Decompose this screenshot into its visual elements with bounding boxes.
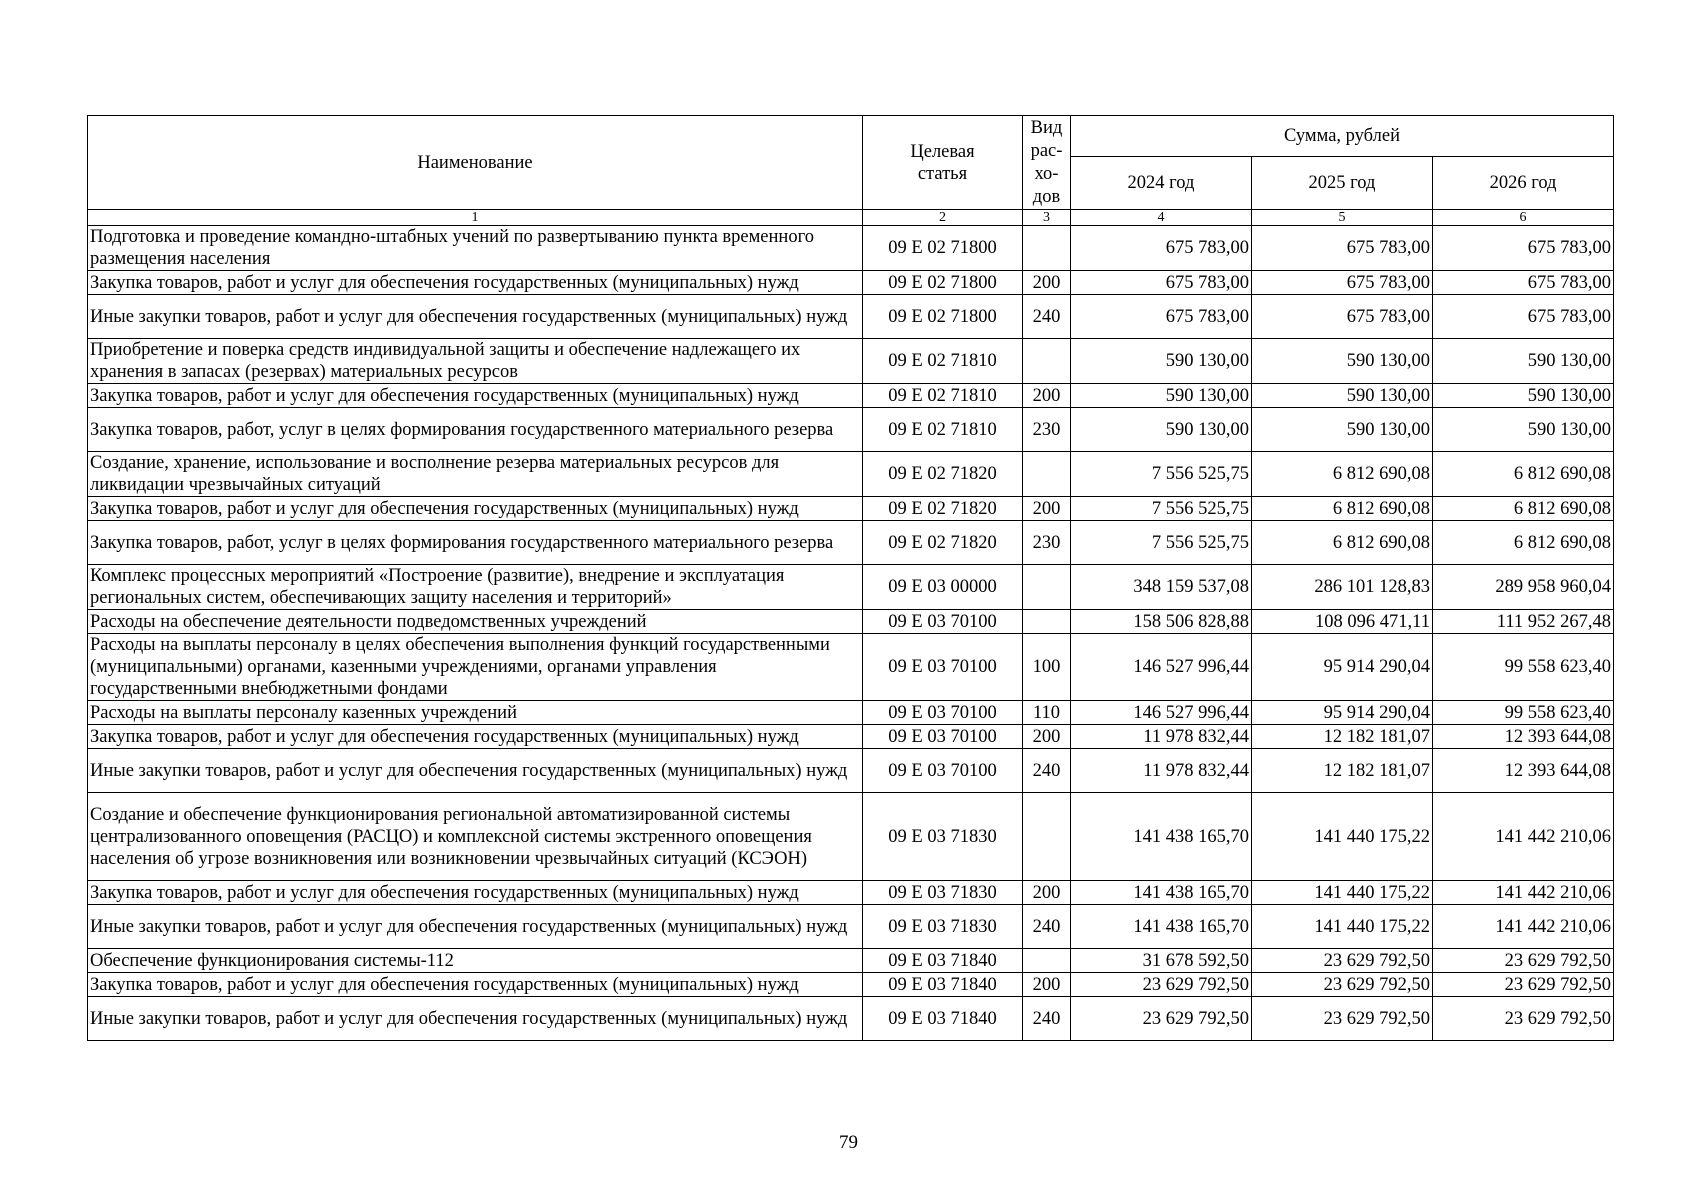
- header-article: [863, 116, 1023, 210]
- row-sum-2025: 108 096 471,11: [1252, 610, 1433, 634]
- row-sum-2025: 675 783,00: [1252, 271, 1433, 295]
- table-row: [88, 949, 1614, 973]
- table-row: [88, 881, 1614, 905]
- row-sum-2026: 590 130,00: [1433, 408, 1614, 452]
- row-sum-2026: 141 442 210,06: [1433, 905, 1614, 949]
- row-name: Приобретение и поверка средств индивидуальной защиты и обеспечение надлежащего их хранения в запасах (резервах) материальных ресурсов: [88, 339, 863, 384]
- row-sum-2026: 12 393 644,08: [1433, 725, 1614, 749]
- column-number: 1: [88, 210, 863, 226]
- row-sum-2026: 590 130,00: [1433, 339, 1614, 384]
- row-target-article: 09 Е 03 70100: [863, 701, 1023, 725]
- row-expense-type: 200: [1023, 881, 1071, 905]
- row-expense-type: [1023, 793, 1071, 881]
- row-name: Обеспечение функционирования системы-112: [88, 949, 863, 973]
- row-target-article: 09 Е 02 71800: [863, 271, 1023, 295]
- column-number: 6: [1433, 210, 1614, 226]
- header-type-line3: хо-: [1034, 163, 1059, 184]
- row-name: Закупка товаров, работ и услуг для обеспечения государственных (муниципальных) нужд: [88, 497, 863, 521]
- row-sum-2024: 7 556 525,75: [1071, 521, 1252, 565]
- row-sum-2026: 6 812 690,08: [1433, 452, 1614, 497]
- row-sum-2025: 95 914 290,04: [1252, 701, 1433, 725]
- row-sum-2024: 11 978 832,44: [1071, 749, 1252, 793]
- row-sum-2024: 7 556 525,75: [1071, 497, 1252, 521]
- row-sum-2025: 95 914 290,04: [1252, 634, 1433, 701]
- row-sum-2025: 675 783,00: [1252, 295, 1433, 339]
- page-number: 79: [839, 1132, 858, 1153]
- row-target-article: 09 Е 02 71820: [863, 452, 1023, 497]
- row-name: Иные закупки товаров, работ и услуг для обеспечения государственных (муниципальных) нужд: [88, 295, 863, 339]
- row-name: Закупка товаров, работ и услуг для обеспечения государственных (муниципальных) нужд: [88, 973, 863, 997]
- row-target-article: 09 Е 03 71830: [863, 905, 1023, 949]
- table-row: [88, 610, 1614, 634]
- row-sum-2024: 141 438 165,70: [1071, 793, 1252, 881]
- row-sum-2024: 23 629 792,50: [1071, 973, 1252, 997]
- row-expense-type: [1023, 610, 1071, 634]
- row-sum-2024: 590 130,00: [1071, 339, 1252, 384]
- row-target-article: 09 Е 03 71840: [863, 949, 1023, 973]
- row-name: Расходы на выплаты персоналу в целях обеспечения выполнения функций государственными (муниципальными) органами, казенными учреждениями, органами управления государственными внебюджетными фондами: [88, 634, 863, 701]
- header-year-2024: 2024 год: [1071, 157, 1252, 210]
- row-sum-2024: 23 629 792,50: [1071, 997, 1252, 1041]
- row-sum-2026: 111 952 267,48: [1433, 610, 1614, 634]
- row-sum-2026: 6 812 690,08: [1433, 497, 1614, 521]
- table-row: [88, 749, 1614, 793]
- header-sum: Сумма, рублей: [1071, 116, 1614, 157]
- row-sum-2024: 11 978 832,44: [1071, 725, 1252, 749]
- row-expense-type: [1023, 226, 1071, 271]
- row-target-article: 09 Е 03 00000: [863, 565, 1023, 610]
- row-expense-type: 240: [1023, 749, 1071, 793]
- table-row: [88, 701, 1614, 725]
- table-row: [88, 226, 1614, 271]
- column-number-row: [88, 210, 1614, 226]
- table-row: [88, 408, 1614, 452]
- row-sum-2026: 141 442 210,06: [1433, 881, 1614, 905]
- row-name: Закупка товаров, работ и услуг для обеспечения государственных (муниципальных) нужд: [88, 271, 863, 295]
- row-sum-2026: 12 393 644,08: [1433, 749, 1614, 793]
- row-sum-2025: 141 440 175,22: [1252, 905, 1433, 949]
- row-sum-2024: 675 783,00: [1071, 226, 1252, 271]
- row-sum-2024: 590 130,00: [1071, 408, 1252, 452]
- column-number: 5: [1252, 210, 1433, 226]
- row-target-article: 09 Е 02 71800: [863, 226, 1023, 271]
- row-sum-2026: 23 629 792,50: [1433, 997, 1614, 1041]
- row-expense-type: 200: [1023, 973, 1071, 997]
- row-name: Иные закупки товаров, работ и услуг для обеспечения государственных (муниципальных) нужд: [88, 749, 863, 793]
- row-sum-2026: 23 629 792,50: [1433, 973, 1614, 997]
- row-name: Создание и обеспечение функционирования региональной автоматизированной системы централизованного оповещения (РАСЦО) и комплексной системы экстренного оповещения населения об угрозе возникновения или возникновении чрезвычайных ситуаций (КСЭОН): [88, 793, 863, 881]
- row-sum-2025: 590 130,00: [1252, 339, 1433, 384]
- row-sum-2024: 158 506 828,88: [1071, 610, 1252, 634]
- row-sum-2026: 675 783,00: [1433, 271, 1614, 295]
- table-row: [88, 997, 1614, 1041]
- row-sum-2024: 348 159 537,08: [1071, 565, 1252, 610]
- row-sum-2024: 7 556 525,75: [1071, 452, 1252, 497]
- row-sum-2026: 99 558 623,40: [1433, 634, 1614, 701]
- header-type-line4: дов: [1032, 186, 1061, 207]
- row-name: Создание, хранение, использование и восполнение резерва материальных ресурсов для ликвидации чрезвычайных ситуаций: [88, 452, 863, 497]
- row-expense-type: 200: [1023, 725, 1071, 749]
- header-type: [1023, 116, 1071, 210]
- header-year-2025: 2025 год: [1252, 157, 1433, 210]
- row-expense-type: 240: [1023, 997, 1071, 1041]
- row-target-article: 09 Е 02 71820: [863, 497, 1023, 521]
- table-row: [88, 793, 1614, 881]
- row-target-article: 09 Е 02 71810: [863, 408, 1023, 452]
- row-target-article: 09 Е 03 71830: [863, 881, 1023, 905]
- table-row: [88, 384, 1614, 408]
- budget-table: [87, 115, 1614, 1041]
- row-sum-2025: 23 629 792,50: [1252, 949, 1433, 973]
- table-row: [88, 271, 1614, 295]
- row-target-article: 09 Е 03 70100: [863, 634, 1023, 701]
- row-sum-2025: 286 101 128,83: [1252, 565, 1433, 610]
- row-sum-2024: 590 130,00: [1071, 384, 1252, 408]
- table-row: [88, 452, 1614, 497]
- row-target-article: 09 Е 02 71820: [863, 521, 1023, 565]
- row-expense-type: [1023, 339, 1071, 384]
- row-target-article: 09 Е 03 70100: [863, 610, 1023, 634]
- table-body: [88, 226, 1614, 1041]
- row-sum-2025: 23 629 792,50: [1252, 997, 1433, 1041]
- header-year-2026: 2026 год: [1433, 157, 1614, 210]
- row-sum-2025: 23 629 792,50: [1252, 973, 1433, 997]
- header-article-line1: Целевая: [910, 141, 975, 162]
- row-expense-type: 230: [1023, 408, 1071, 452]
- row-sum-2025: 6 812 690,08: [1252, 497, 1433, 521]
- row-name: Закупка товаров, работ, услуг в целях формирования государственного материального резерва: [88, 408, 863, 452]
- table-row: [88, 905, 1614, 949]
- row-target-article: 09 Е 03 71830: [863, 793, 1023, 881]
- table-row: [88, 973, 1614, 997]
- row-expense-type: 240: [1023, 295, 1071, 339]
- row-name: Закупка товаров, работ и услуг для обеспечения государственных (муниципальных) нужд: [88, 881, 863, 905]
- row-expense-type: 230: [1023, 521, 1071, 565]
- row-target-article: 09 Е 03 70100: [863, 725, 1023, 749]
- row-sum-2025: 12 182 181,07: [1252, 749, 1433, 793]
- row-expense-type: [1023, 565, 1071, 610]
- row-sum-2024: 146 527 996,44: [1071, 634, 1252, 701]
- row-expense-type: 200: [1023, 384, 1071, 408]
- row-sum-2025: 141 440 175,22: [1252, 881, 1433, 905]
- row-expense-type: 200: [1023, 271, 1071, 295]
- row-expense-type: 100: [1023, 634, 1071, 701]
- row-target-article: 09 Е 03 70100: [863, 749, 1023, 793]
- row-expense-type: 110: [1023, 701, 1071, 725]
- row-name: Закупка товаров, работ и услуг для обеспечения государственных (муниципальных) нужд: [88, 725, 863, 749]
- row-sum-2025: 6 812 690,08: [1252, 521, 1433, 565]
- row-sum-2025: 590 130,00: [1252, 408, 1433, 452]
- row-name: Закупка товаров, работ, услуг в целях формирования государственного материального резерва: [88, 521, 863, 565]
- row-expense-type: 240: [1023, 905, 1071, 949]
- row-expense-type: [1023, 452, 1071, 497]
- row-sum-2025: 675 783,00: [1252, 226, 1433, 271]
- table-row: [88, 497, 1614, 521]
- row-sum-2025: 141 440 175,22: [1252, 793, 1433, 881]
- row-sum-2026: 141 442 210,06: [1433, 793, 1614, 881]
- table-row: [88, 565, 1614, 610]
- row-expense-type: 200: [1023, 497, 1071, 521]
- header-type-line2: рас-: [1030, 140, 1063, 161]
- table-row: [88, 634, 1614, 701]
- row-target-article: 09 Е 02 71810: [863, 339, 1023, 384]
- row-sum-2024: 31 678 592,50: [1071, 949, 1252, 973]
- header-name: Наименование: [88, 116, 863, 210]
- column-number: 3: [1023, 210, 1071, 226]
- row-sum-2024: 675 783,00: [1071, 295, 1252, 339]
- header-type-line1: Вид: [1030, 117, 1063, 138]
- row-sum-2026: 289 958 960,04: [1433, 565, 1614, 610]
- row-target-article: 09 Е 02 71810: [863, 384, 1023, 408]
- row-name: Иные закупки товаров, работ и услуг для обеспечения государственных (муниципальных) нужд: [88, 905, 863, 949]
- row-name: Расходы на выплаты персоналу казенных учреждений: [88, 701, 863, 725]
- table-header: [88, 116, 1614, 226]
- row-name: Расходы на обеспечение деятельности подведомственных учреждений: [88, 610, 863, 634]
- row-sum-2024: 146 527 996,44: [1071, 701, 1252, 725]
- row-sum-2025: 12 182 181,07: [1252, 725, 1433, 749]
- row-sum-2026: 675 783,00: [1433, 226, 1614, 271]
- column-number: 2: [863, 210, 1023, 226]
- row-expense-type: [1023, 949, 1071, 973]
- row-sum-2026: 23 629 792,50: [1433, 949, 1614, 973]
- row-target-article: 09 Е 03 71840: [863, 973, 1023, 997]
- row-sum-2026: 590 130,00: [1433, 384, 1614, 408]
- row-name: Подготовка и проведение командно-штабных учений по развертыванию пункта временного размещения населения: [88, 226, 863, 271]
- row-sum-2024: 675 783,00: [1071, 271, 1252, 295]
- row-sum-2025: 6 812 690,08: [1252, 452, 1433, 497]
- table-row: [88, 295, 1614, 339]
- table-row: [88, 521, 1614, 565]
- row-name: Комплекс процессных мероприятий «Построение (развитие), внедрение и эксплуатация региональных систем, обеспечивающих защиту населения и территорий»: [88, 565, 863, 610]
- row-name: Иные закупки товаров, работ и услуг для обеспечения государственных (муниципальных) нужд: [88, 997, 863, 1041]
- table-row: [88, 339, 1614, 384]
- row-sum-2024: 141 438 165,70: [1071, 881, 1252, 905]
- row-sum-2026: 6 812 690,08: [1433, 521, 1614, 565]
- row-target-article: 09 Е 02 71800: [863, 295, 1023, 339]
- column-number: 4: [1071, 210, 1252, 226]
- table-row: [88, 725, 1614, 749]
- row-sum-2026: 675 783,00: [1433, 295, 1614, 339]
- header-article-line2: статья: [917, 163, 968, 184]
- row-sum-2024: 141 438 165,70: [1071, 905, 1252, 949]
- row-name: Закупка товаров, работ и услуг для обеспечения государственных (муниципальных) нужд: [88, 384, 863, 408]
- row-sum-2026: 99 558 623,40: [1433, 701, 1614, 725]
- row-sum-2025: 590 130,00: [1252, 384, 1433, 408]
- row-target-article: 09 Е 03 71840: [863, 997, 1023, 1041]
